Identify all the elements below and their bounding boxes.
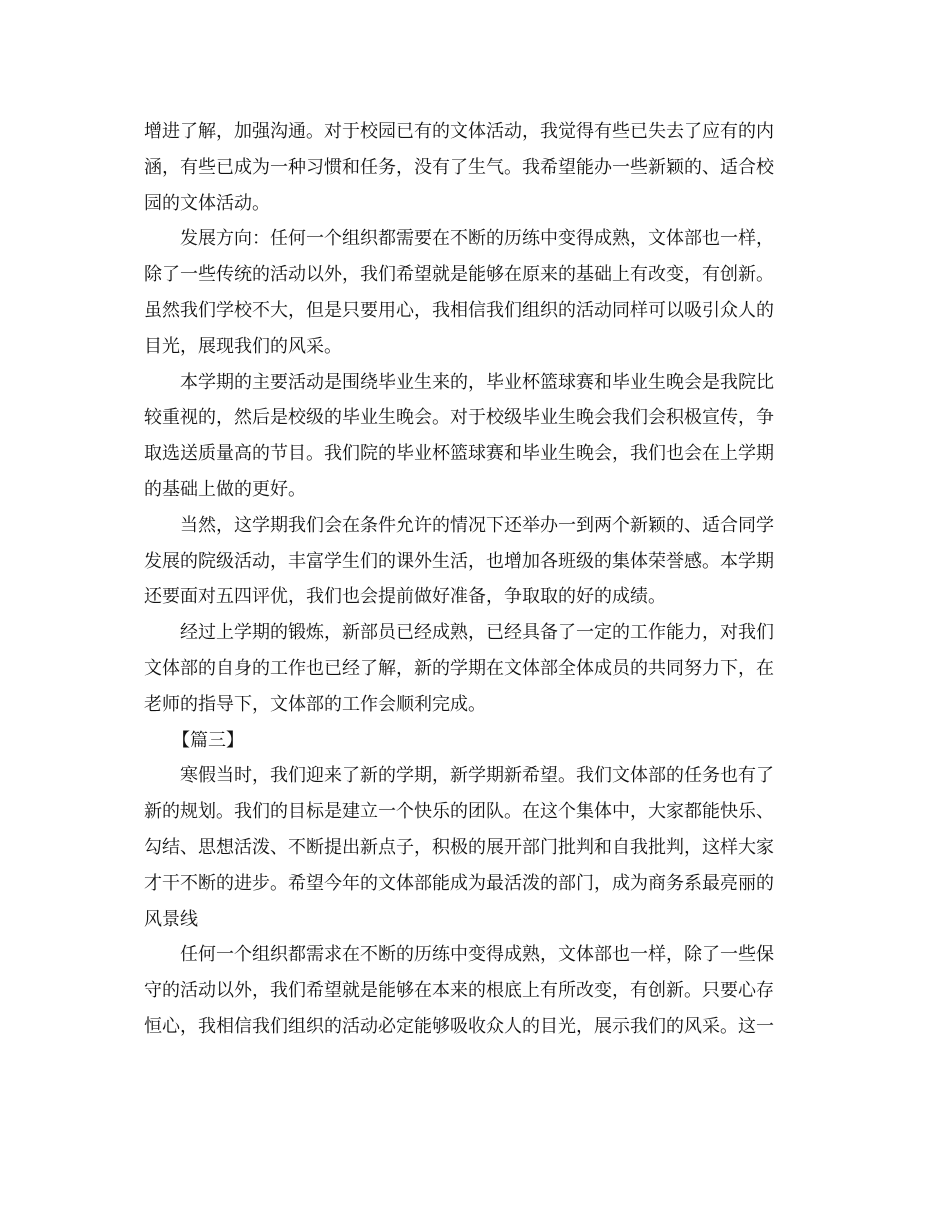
- section-heading-text: 【篇三】: [172, 729, 244, 751]
- text-line: 发展的院级活动，丰富学生们的课外生活，也增加各班级的集体荣誉感。本学期: [144, 550, 774, 572]
- text-line: 取选送质量高的节目。我们院的毕业杯篮球赛和毕业生晚会，我们也会在上学期: [144, 443, 774, 465]
- text-line: 恒心，我相信我们组织的活动必定能够吸收众人的目光，展示我们的风采。这一: [144, 1015, 774, 1037]
- paragraph-5: [144, 615, 806, 722]
- text-line: 较重视的，然后是校级的毕业生晚会。对于校级毕业生晚会我们会积极宣传，争: [144, 407, 774, 429]
- text-line: 才干不断的进步。希望今年的文体部能成为最活泼的部门，成为商务系最亮丽的: [144, 872, 774, 894]
- text-line: 勾结、思想活泼、不断提出新点子，积极的展开部门批判和自我批判，这样大家: [144, 836, 774, 858]
- text-line: 的基础上做的更好。: [144, 478, 306, 500]
- text-line: 新的规划。我们的目标是建立一个快乐的团队。在这个集体中，大家都能快乐、: [144, 801, 774, 823]
- text-line: 园的文体活动。: [144, 192, 270, 214]
- text-line: 文体部的自身的工作也已经了解，新的学期在文体部全体成员的共同努力下，在: [144, 657, 774, 679]
- text-line: 发展方向：任何一个组织都需要在不断的历练中变得成熟，文体部也一样，: [180, 228, 774, 250]
- text-line: 任何一个组织都需求在不断的历练中变得成熟，文体部也一样，除了一些保: [180, 944, 774, 966]
- text-line: 虽然我们学校不大，但是只要用心，我相信我们组织的活动同样可以吸引众人的: [144, 299, 774, 321]
- text-line: 本学期的主要活动是围绕毕业生来的，毕业杯篮球赛和毕业生晚会是我院比: [180, 371, 774, 393]
- text-line: 除了一些传统的活动以外，我们希望就是能够在原来的基础上有改变，有创新。: [144, 264, 774, 286]
- text-line: 涵，有些已成为一种习惯和任务，没有了生气。我希望能办一些新颖的、适合校: [144, 156, 774, 178]
- paragraph-7: [144, 937, 806, 1044]
- text-line: 守的活动以外，我们希望就是能够在本来的根底上有所改变，有创新。只要心存: [144, 980, 774, 1002]
- text-line: 增进了解，加强沟通。对于校园已有的文体活动，我觉得有些已失去了应有的内: [144, 121, 774, 142]
- text-line: 当然，这学期我们会在条件允许的情况下还举办一到两个新颖的、适合同学: [180, 514, 774, 536]
- text-line: 风景线: [144, 908, 198, 930]
- section-heading: [144, 723, 806, 759]
- text-line: 目光，展现我们的风采。: [144, 335, 342, 357]
- document-body: [144, 114, 806, 1045]
- text-line: 还要面对五四评优，我们也会提前做好准备，争取取的好的成绩。: [144, 586, 666, 608]
- paragraph-2: [144, 221, 806, 364]
- paragraph-3: [144, 365, 806, 508]
- text-line: 寒假当时，我们迎来了新的学期，新学期新希望。我们文体部的任务也有了: [180, 765, 774, 787]
- paragraph-1: [144, 114, 806, 221]
- text-line: 老师的指导下，文体部的工作会顺利完成。: [144, 693, 486, 715]
- paragraph-6: [144, 758, 806, 937]
- paragraph-4: [144, 508, 806, 615]
- text-line: 经过上学期的锻炼，新部员已经成熟，已经具备了一定的工作能力，对我们: [180, 622, 774, 644]
